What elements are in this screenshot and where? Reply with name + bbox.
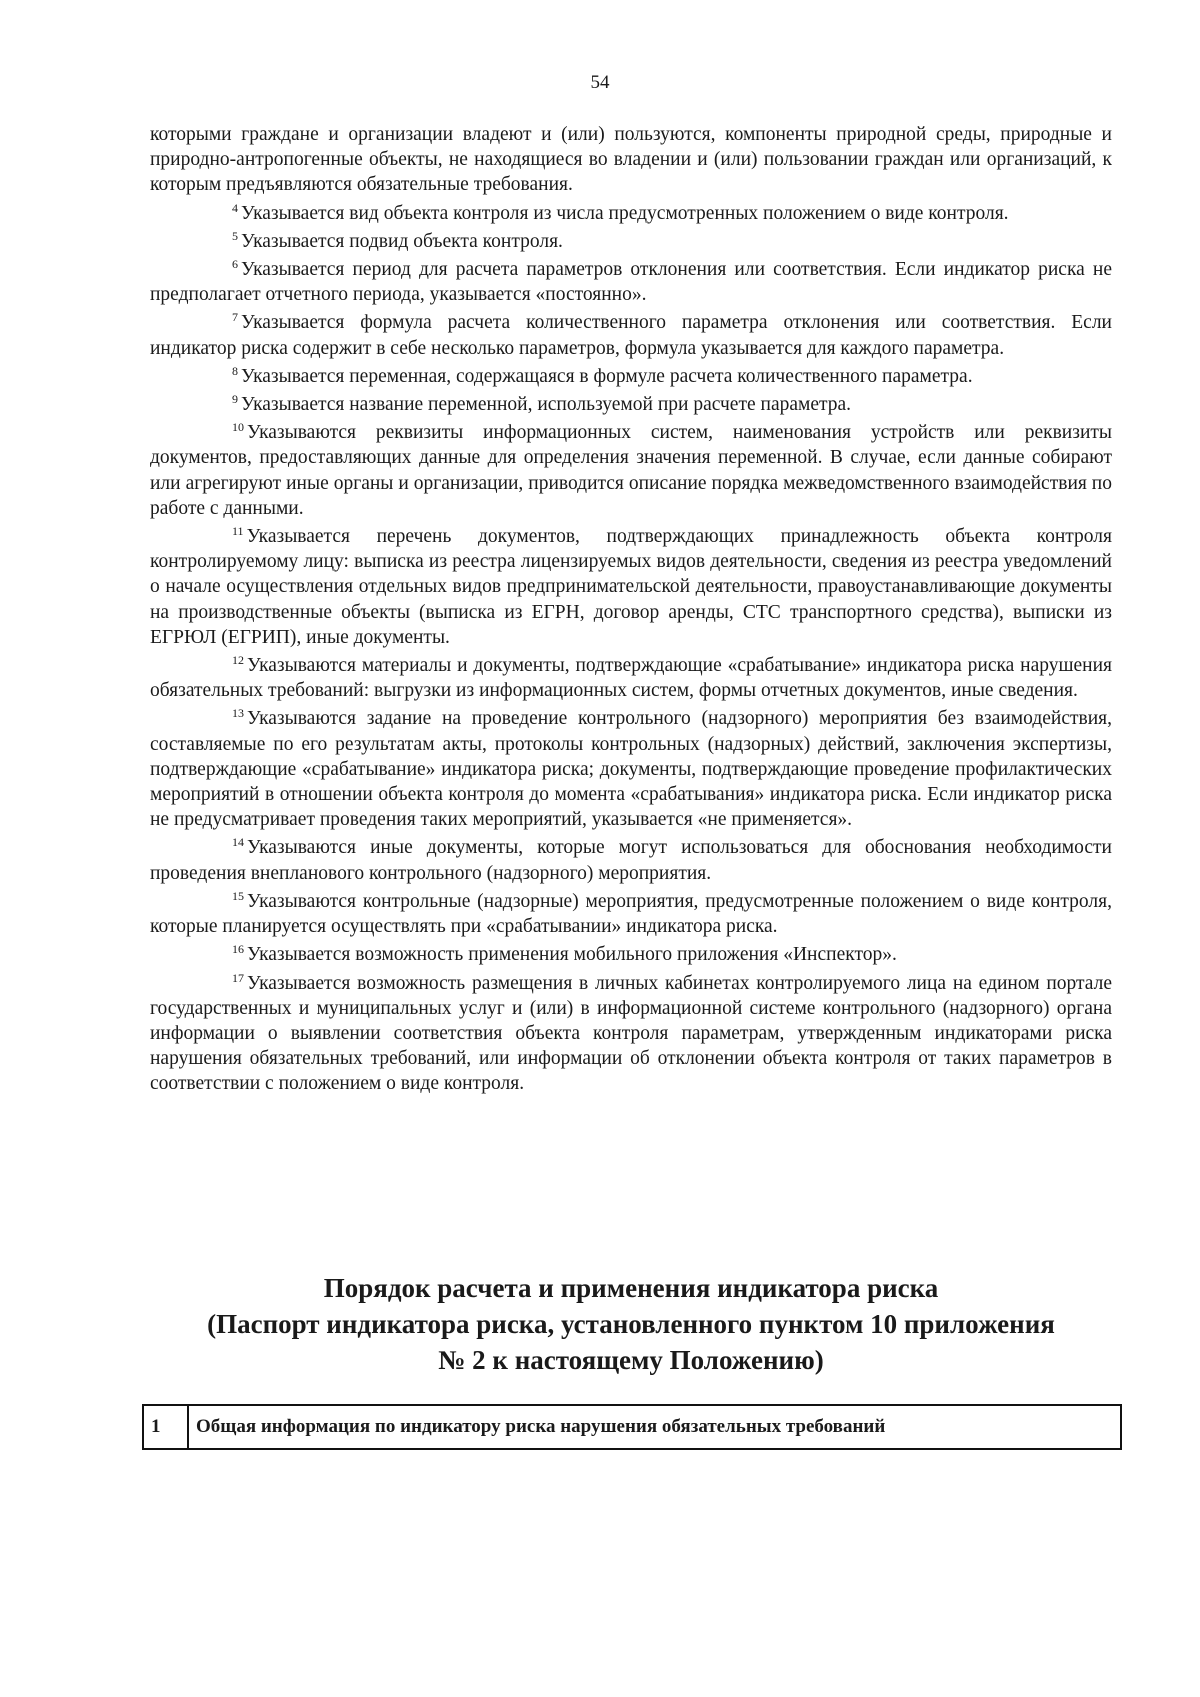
footnote-5 (150, 229, 1112, 254)
footnote-text: Указываются задание на проведение контрольного (надзорного) мероприятия без взаимодействия, составляемые по его результатам акты, протоколы контрольных (надзорных) действий, заключения экспертизы, подтверждающие «срабатывание» индикатора риска; документы, подтверждающие проведение профилактических мероприятий в отношении объекта контроля до момента «срабатывания» индикатора риска. Если индикатор риска не предусматривает проведения таких мероприятий, указывается «не применяется». (150, 708, 1112, 831)
footnote-9 (150, 392, 1112, 417)
heading-line-2: (Паспорт индикатора риска, установленного пунктом 10 приложения (207, 1309, 1055, 1339)
footnote-text: Указываются реквизиты информационных систем, наименования устройств или реквизиты документов, предоставляющих данные для определения значения переменной. В случае, если данные собирают или агрегируют иные органы и организации, приводится описание порядка межведомственного взаимодействия по работе с данными. (150, 422, 1112, 519)
footnote-12 (150, 653, 1112, 703)
footnote-number: 4 (232, 200, 238, 215)
footnote-8 (150, 364, 1112, 389)
heading-line-3: № 2 к настоящему Положению) (438, 1345, 824, 1375)
footnote-11 (150, 524, 1112, 650)
table-row-number: 1 (144, 1406, 189, 1448)
footnote-14 (150, 835, 1112, 885)
footnote-number: 12 (232, 653, 244, 668)
footnote-number: 16 (232, 942, 244, 957)
footnote-15 (150, 889, 1112, 939)
footnote-number: 8 (232, 363, 238, 378)
heading-line-1: Порядок расчета и применения индикатора риска (323, 1273, 939, 1303)
footnote-number: 13 (232, 706, 244, 721)
continuation-paragraph: которыми граждане и организации владеют и (или) пользуются, компоненты природной среды, природные и природно-антропогенные объекты, не находящиеся во владении и (или) пользовании граждан или организаций, к которым предъявляются обязательные требования. (150, 124, 1112, 196)
footnote-7 (150, 310, 1112, 360)
footnote-number: 11 (232, 524, 244, 539)
footnote-text: Указывается переменная, содержащаяся в формуле расчета количественного параметра. (241, 365, 973, 387)
footnote-10 (150, 420, 1112, 521)
footnote-4 (150, 201, 1112, 226)
footnote-number: 5 (232, 228, 238, 243)
footnote-text: Указывается возможность применения мобильного приложения «Инспектор». (247, 944, 897, 966)
footnotes-block (150, 122, 1112, 1100)
footnote-text: Указывается период для расчета параметров отклонения или соответствия. Если индикатор риска не предполагает отчетного периода, указывается «постоянно». (150, 259, 1112, 306)
footnote-number: 14 (232, 835, 244, 850)
footnote-text: Указывается перечень документов, подтверждающих принадлежность объекта контроля контролируемому лицу: выписка из реестра лицензируемых видов деятельности, сведения из реестра уведомлений о начале осуществления отдельных видов предпринимательской деятельности, правоустанавливающие документы на производственные объекты (выписка из ЕГРН, договор аренды, СТС транспортного средства), выписки из ЕГРЮЛ (ЕГРИП), иные документы. (150, 526, 1112, 648)
footnote-13 (150, 706, 1112, 832)
footnote-6 (150, 257, 1112, 307)
footnote-text: Указывается формула расчета количественного параметра отклонения или соответствия. Если индикатор риска содержит в себе несколько параметров, формула указывается для каждого параметра. (150, 312, 1112, 359)
general-info-table (142, 1404, 1122, 1450)
footnote-number: 15 (232, 888, 244, 903)
footnote-text: Указываются иные документы, которые могут использоваться для обоснования необходимости проведения внепланового контрольного (надзорного) мероприятия. (150, 837, 1112, 884)
page-number: 54 (590, 72, 610, 93)
footnote-text: Указываются материалы и документы, подтверждающие «срабатывание» индикатора риска нарушения обязательных требований: выгрузки из информационных систем, формы отчетных документов, иные сведения. (150, 655, 1112, 702)
footnote-text: Указывается возможность размещения в личных кабинетах контролируемого лица на едином портале государственных и муниципальных услуг и (или) в информационной системе контрольного (надзорного) органа информации о выявлении соответствия объекта контроля параметрам, утвержденным индикаторами риска нарушения обязательных требований, или информации об отклонении объекта контроля от таких параметров в соответствии с положением о виде контроля. (150, 972, 1112, 1095)
footnote-text: Указывается вид объекта контроля из числа предусмотренных положением о виде контроля. (241, 202, 1009, 224)
footnote-17 (150, 971, 1112, 1097)
table-row-title: Общая информация по индикатору риска нарушения обязательных требований (196, 1416, 886, 1437)
footnote-number: 7 (232, 310, 238, 325)
footnote-number: 9 (232, 392, 238, 407)
footnote-number: 17 (232, 970, 244, 985)
footnote-16 (150, 942, 1112, 967)
footnote-text: Указывается название переменной, используемой при расчете параметра. (241, 394, 852, 416)
footnote-text: Указываются контрольные (надзорные) мероприятия, предусмотренные положением о виде контроля, которые планируется осуществлять при «срабатывании» индикатора риска. (150, 890, 1112, 938)
footnote-number: 6 (232, 257, 238, 272)
footnote-text: Указывается подвид объекта контроля. (241, 230, 563, 252)
footnote-number: 10 (232, 420, 244, 435)
section-heading (150, 1270, 1112, 1378)
